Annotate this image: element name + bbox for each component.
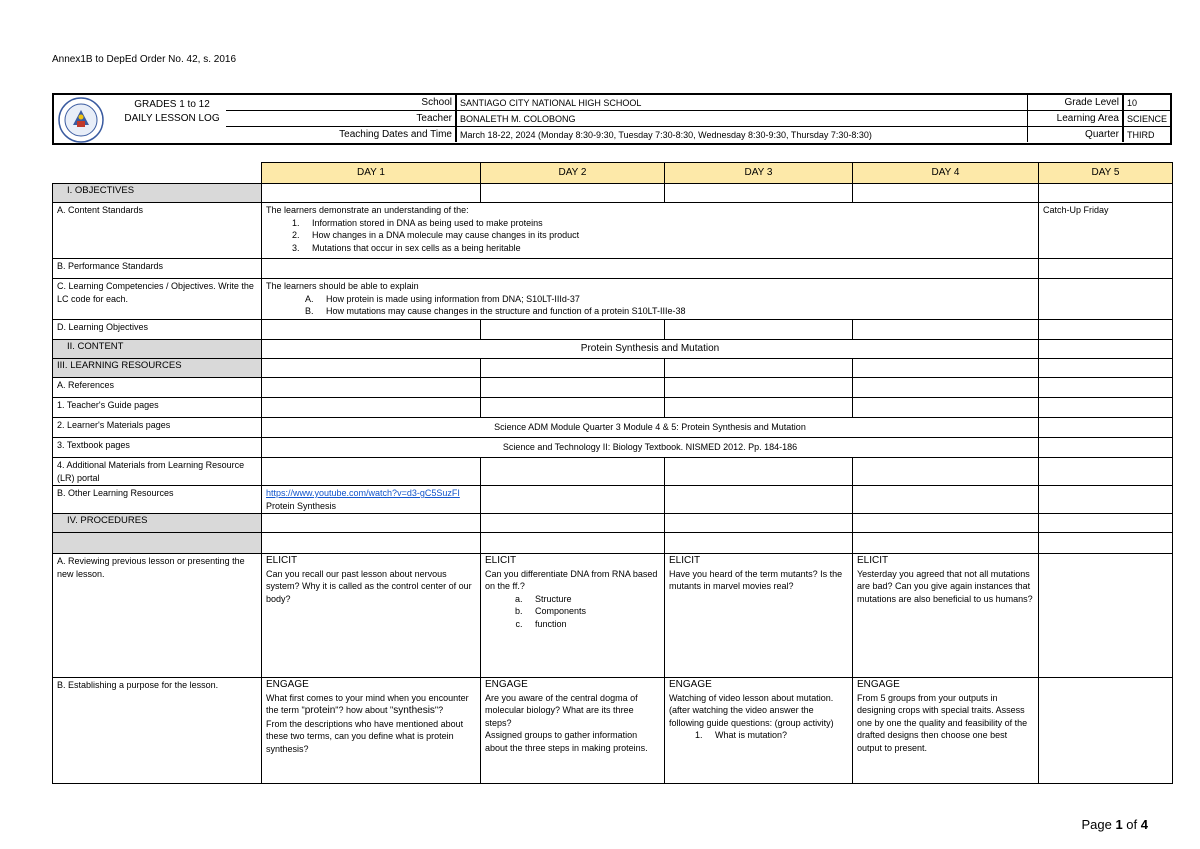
other-resources-text: Protein Synthesis <box>266 500 337 511</box>
establishing-day3-list <box>669 729 848 742</box>
text-segment: What first comes to your mind when you encounter the term " <box>266 692 469 715</box>
day5-catchup: Catch-Up Friday <box>1039 203 1173 259</box>
of-word: of <box>1122 817 1141 832</box>
establishing-day2-text: Are you aware of the central dogma of molecular biology? What are its three steps? <box>485 692 638 728</box>
text-segment: "? how about " <box>335 705 394 715</box>
reviewing-day3 <box>665 554 853 678</box>
dates-value: March 18-22, 2024 (Monday 8:30-9:30, Tuesday 7:30-8:30, Wednesday 8:30-9:30, Thursday 7:30-8:30) <box>456 127 1028 143</box>
annex-label: Annex1B to DepEd Order No. 42, s. 2016 <box>52 54 236 65</box>
page-word: Page <box>1081 817 1116 832</box>
quarter-label: Quarter <box>1028 127 1123 143</box>
establishing-label: B. Establishing a purpose for the lesson. <box>53 678 262 784</box>
content-topic: Protein Synthesis and Mutation <box>262 340 1039 359</box>
learning-objectives-label: D. Learning Objectives <box>53 320 262 340</box>
engage-tag: ENGAGE <box>857 679 900 690</box>
learning-area-value: SCIENCE <box>1123 111 1170 127</box>
grade-title-line2: DAILY LESSON LOG <box>124 113 220 124</box>
grade-level-value: 10 <box>1123 95 1170 111</box>
reviewing-day2-text: Can you differentiate DNA from RNA based on the ff.? <box>485 568 658 591</box>
header-info-table <box>226 95 1170 142</box>
corner-cell <box>53 163 262 184</box>
term-protein: protein <box>304 705 336 716</box>
list-item: b. Components <box>525 605 660 618</box>
objectives-section: I. OBJECTIVES <box>53 184 262 203</box>
page-total: 4 <box>1140 817 1148 832</box>
establishing-day3-text2: (after watching the video answer the following guide questions: (group activity) <box>669 705 834 728</box>
references-label: A. References <box>53 378 262 398</box>
learning-area-label: Learning Area <box>1028 111 1123 127</box>
establishing-day3 <box>665 678 853 784</box>
learners-materials-label: 2. Learner's Materials pages <box>53 418 262 438</box>
establishing-day4-text: From 5 groups from your outputs in designing crops with special traits. Assess one by one the quality and feasibility of the drafted designs then choose one best output to present. <box>857 692 1028 753</box>
reviewing-day1 <box>262 554 481 678</box>
teachers-guide-label: 1. Teacher's Guide pages <box>53 398 262 418</box>
performance-standards-label: B. Performance Standards <box>53 259 262 279</box>
day2-header: DAY 2 <box>481 163 665 184</box>
school-value: SANTIAGO CITY NATIONAL HIGH SCHOOL <box>456 95 1028 111</box>
resources-section: III. LEARNING RESOURCES <box>53 359 262 378</box>
teacher-value: BONALETH M. COLOBONG <box>456 111 1028 127</box>
page-number: 1 <box>1115 817 1123 832</box>
competencies-list <box>266 293 1034 318</box>
establishing-day2-text2: Assigned groups to gather information about the three steps in making proteins. <box>485 730 648 753</box>
reviewing-day3-text: Have you heard of the term mutants? Is the mutants in marvel movies real? <box>669 568 843 591</box>
content-standards-cell <box>262 203 1039 259</box>
additional-materials-label: 4. Additional Materials from Learning Resource (LR) portal <box>53 458 262 486</box>
content-standards-list <box>266 217 1034 255</box>
reviewing-day2 <box>481 554 665 678</box>
page-footer <box>1081 817 1148 832</box>
engage-tag: ENGAGE <box>485 679 528 690</box>
term-synthesis: synthesis <box>393 705 435 716</box>
competencies-intro: The learners should be able to explain <box>266 281 419 291</box>
textbook-cell: Science and Technology II: Biology Textbook. NISMED 2012. Pp. 184-186 <box>262 438 1039 458</box>
list-item: B. How mutations may cause changes in the structure and function of a protein S10LT-IIIe-38 <box>316 305 1034 318</box>
text-segment: "? <box>434 705 444 715</box>
content-standards-label: A. Content Standards <box>53 203 262 259</box>
elicit-tag: ELICIT <box>266 555 298 566</box>
establishing-day4 <box>853 678 1039 784</box>
reviewing-day2-list <box>485 593 660 631</box>
establishing-day2 <box>481 678 665 784</box>
competencies-label: C. Learning Competencies / Objectives. Write the LC code for each. <box>53 279 262 320</box>
competencies-cell <box>262 279 1039 320</box>
day4-header: DAY 4 <box>853 163 1039 184</box>
list-item: 1. Information stored in DNA as being used to make proteins <box>302 217 1034 230</box>
deped-seal-icon <box>58 97 104 143</box>
teacher-label: Teacher <box>226 111 456 127</box>
grade-level-label: Grade Level <box>1028 95 1123 111</box>
list-item: c. function <box>525 618 660 631</box>
reviewing-day4-text: Yesterday you agreed that not all mutations are bad? Can you give again instances that mutations are also beneficial to us humans? <box>857 568 1033 604</box>
dates-label: Teaching Dates and Time <box>226 127 456 143</box>
lesson-log-header <box>52 93 1172 145</box>
learners-materials-cell: Science ADM Module Quarter 3 Module 4 & 5: Protein Synthesis and Mutation <box>262 418 1039 438</box>
reviewing-day4 <box>853 554 1039 678</box>
elicit-tag: ELICIT <box>857 555 889 566</box>
establishing-day1 <box>262 678 481 784</box>
textbook-label: 3. Textbook pages <box>53 438 262 458</box>
engage-tag: ENGAGE <box>266 679 309 690</box>
content-section: II. CONTENT <box>53 340 262 359</box>
establishing-day1-text <box>266 692 476 718</box>
list-item: 2. How changes in a DNA molecule may cause changes in its product <box>302 229 1034 242</box>
reviewing-label: A. Reviewing previous lesson or presenting the new lesson. <box>53 554 262 678</box>
elicit-tag: ELICIT <box>485 555 517 566</box>
quarter-value: THIRD <box>1123 127 1170 143</box>
elicit-tag: ELICIT <box>669 555 701 566</box>
day3-header: DAY 3 <box>665 163 853 184</box>
day1-header: DAY 1 <box>262 163 481 184</box>
grade-title <box>122 98 222 126</box>
list-item: a. Structure <box>525 593 660 606</box>
other-resources-label: B. Other Learning Resources <box>53 486 262 514</box>
procedures-section: IV. PROCEDURES <box>53 514 262 533</box>
content-standards-intro: The learners demonstrate an understanding of the: <box>266 205 469 215</box>
other-resources-cell <box>262 486 481 514</box>
list-item: A. How protein is made using information from DNA; S10LT-IIId-37 <box>316 293 1034 306</box>
list-item: 3. Mutations that occur in sex cells as a being heritable <box>302 242 1034 255</box>
youtube-link[interactable]: https://www.youtube.com/watch?v=d3-gC5SuzFI <box>266 488 460 498</box>
grade-title-line1: GRADES 1 to 12 <box>134 99 210 110</box>
establishing-day3-text: Watching of video lesson about mutation. <box>669 692 834 703</box>
day5-header: DAY 5 <box>1039 163 1173 184</box>
school-label: School <box>226 95 456 111</box>
reviewing-day1-text: Can you recall our past lesson about nervous system? Why it is called as the control center of our body? <box>266 568 472 604</box>
engage-tag: ENGAGE <box>669 679 712 690</box>
lesson-log-table <box>52 162 1173 784</box>
list-item: 1. What is mutation? <box>705 729 848 742</box>
establishing-day1-text2: From the descriptions who have mentioned about these two terms, can you define what is protein synthesis? <box>266 718 464 754</box>
